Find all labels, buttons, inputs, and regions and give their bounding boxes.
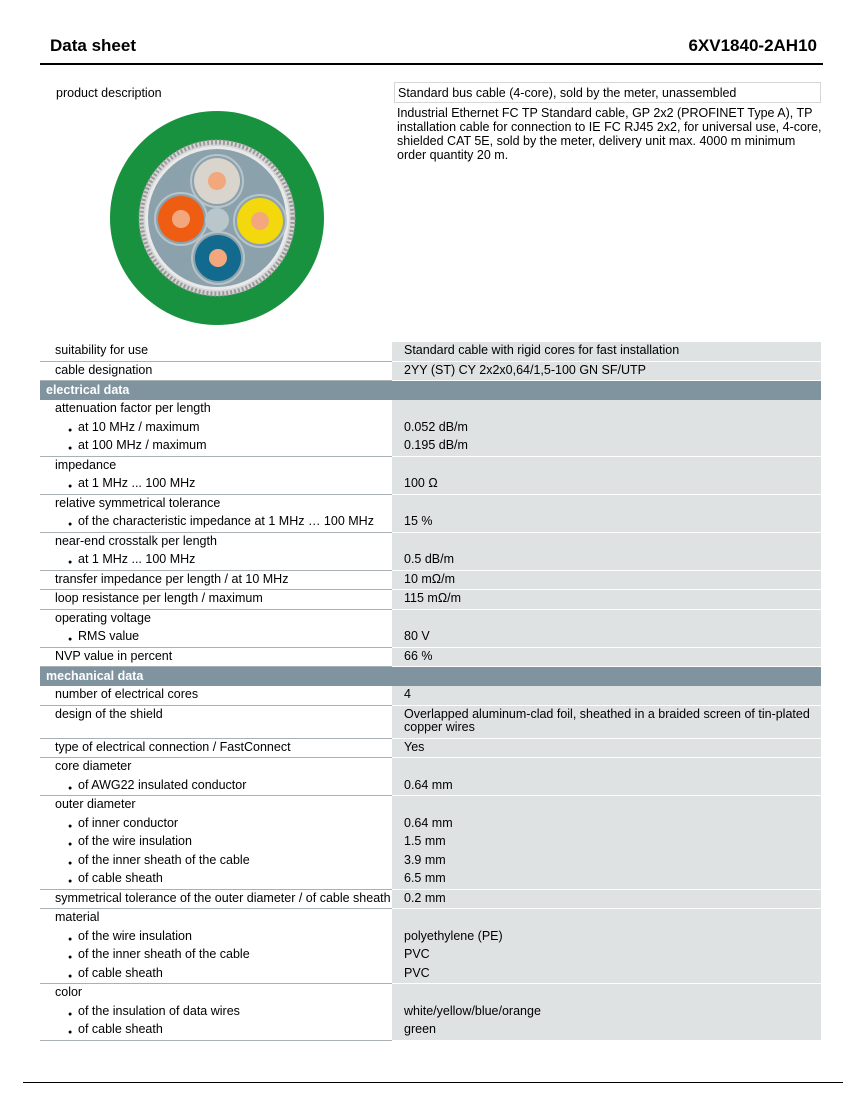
spec-row xyxy=(40,648,821,668)
spec-label: ● of cable sheath xyxy=(55,872,392,886)
spec-row xyxy=(40,815,821,834)
spec-row xyxy=(40,946,821,965)
spec-row xyxy=(40,475,821,495)
spec-value: 0.195 dB/m xyxy=(404,438,468,452)
spec-row xyxy=(40,571,821,591)
spec-group xyxy=(40,457,821,495)
spec-label: color xyxy=(55,985,83,999)
spec-value: Overlapped aluminum-clad foil, sheathed in a braided screen of tin-plated copper wires xyxy=(404,706,810,734)
spec-value: polyethylene (PE) xyxy=(404,928,503,943)
page-title: Data sheet xyxy=(50,36,136,55)
spec-value: Yes xyxy=(404,739,425,754)
spec-row xyxy=(40,1003,821,1022)
spec-value: 4 xyxy=(404,687,411,701)
spec-label: ● of the inner sheath of the cable xyxy=(55,854,392,868)
spec-value: Standard cable with rigid cores for fast installation xyxy=(404,343,680,357)
spec-label: ● of cable sheath xyxy=(55,967,392,981)
spec-row xyxy=(40,590,821,610)
spec-row xyxy=(40,551,821,571)
spec-row xyxy=(40,852,821,871)
spec-label: cable designation xyxy=(55,362,153,377)
spec-value: PVC xyxy=(404,965,430,980)
spec-value: 66 % xyxy=(404,648,433,663)
spec-group xyxy=(40,648,821,668)
spec-label: number of electrical cores xyxy=(55,687,199,701)
spec-label: ● of the wire insulation xyxy=(55,835,392,849)
spec-group xyxy=(40,571,821,591)
spec-label: ● at 1 MHz ... 100 MHz xyxy=(55,477,392,491)
spec-label: outer diameter xyxy=(55,797,136,811)
spec-label: ● at 10 MHz / maximum xyxy=(55,421,392,435)
spec-label: ● at 100 MHz / maximum xyxy=(55,439,392,453)
spec-row xyxy=(40,870,821,890)
spec-label: NVP value in percent xyxy=(55,648,173,663)
spec-label: core diameter xyxy=(55,759,132,773)
spec-group xyxy=(40,362,821,382)
spec-label: suitability for use xyxy=(55,343,149,357)
product-long-description: Industrial Ethernet FC TP Standard cable, GP 2x2 (PROFINET Type A), TP installation cable for connection to IE FC RJ45 2x2, for universal use, 4-core, shielded CAT 5E, sold by the meter, delivery unit max. 4000 m minimum order quantity 20 m. xyxy=(397,106,822,162)
spec-row xyxy=(40,400,821,419)
spec-row xyxy=(40,739,821,759)
spec-label: symmetrical tolerance of the outer diameter / of cable sheath xyxy=(55,890,391,905)
spec-group xyxy=(40,739,821,759)
section-header: mechanical data xyxy=(40,667,821,686)
cable-cross-section-image xyxy=(108,108,328,330)
spec-row xyxy=(40,686,821,706)
spec-row xyxy=(40,342,821,362)
spec-label: attenuation factor per length xyxy=(55,401,211,415)
spec-value: 80 V xyxy=(404,629,430,643)
spec-row xyxy=(40,796,821,815)
spec-label: ● of the insulation of data wires xyxy=(55,1005,392,1019)
spec-row xyxy=(40,362,821,382)
spec-label: ● of inner conductor xyxy=(55,817,392,831)
spec-row xyxy=(40,909,821,928)
spec-label: ● at 1 MHz ... 100 MHz xyxy=(55,553,392,567)
spec-group xyxy=(40,342,821,362)
product-short-description: Standard bus cable (4-core), sold by the meter, unassembled xyxy=(394,82,821,103)
spec-group xyxy=(40,533,821,571)
spec-row xyxy=(40,984,821,1003)
spec-row xyxy=(40,890,821,910)
spec-label: material xyxy=(55,910,100,924)
spec-group xyxy=(40,984,821,1041)
spec-group xyxy=(40,686,821,706)
spec-row xyxy=(40,457,821,476)
spec-label: ● of cable sheath xyxy=(55,1023,392,1037)
spec-group xyxy=(40,890,821,910)
spec-group xyxy=(40,400,821,457)
spec-value: 6.5 mm xyxy=(404,871,446,885)
spec-value: 0.052 dB/m xyxy=(404,419,468,434)
spec-group xyxy=(40,758,821,796)
spec-value: 15 % xyxy=(404,514,433,528)
spec-row xyxy=(40,495,821,514)
spec-row xyxy=(40,758,821,777)
spec-group xyxy=(40,909,821,984)
spec-label: transfer impedance per length / at 10 MHz xyxy=(55,571,289,586)
spec-row xyxy=(40,965,821,985)
spec-label: impedance xyxy=(55,457,117,472)
page-header xyxy=(40,33,823,63)
product-code: 6XV1840-2AH10 xyxy=(688,36,817,55)
spec-label: design of the shield xyxy=(55,706,163,721)
spec-row xyxy=(40,533,821,552)
spec-table xyxy=(40,342,821,1041)
spec-value: 115 mΩ/m xyxy=(404,591,462,605)
product-description-label: product description xyxy=(56,86,162,100)
spec-label: ● of the characteristic impedance at 1 MHz … 100 MHz xyxy=(55,515,392,529)
spec-label: ● RMS value xyxy=(55,630,392,644)
spec-label: ● of the wire insulation xyxy=(55,930,392,944)
spec-group xyxy=(40,590,821,610)
section-header: electrical data xyxy=(40,381,821,400)
spec-value: 100 Ω xyxy=(404,476,438,490)
spec-label: near-end crosstalk per length xyxy=(55,533,217,548)
footer-divider xyxy=(23,1082,843,1083)
header-divider xyxy=(40,63,823,65)
spec-value: 0.2 mm xyxy=(404,890,446,905)
spec-value: white/yellow/blue/orange xyxy=(404,1003,541,1018)
spec-row xyxy=(40,610,821,629)
spec-row xyxy=(40,928,821,947)
spec-value: 3.9 mm xyxy=(404,852,446,867)
spec-label: ● of AWG22 insulated conductor xyxy=(55,779,392,793)
spec-row xyxy=(40,419,821,438)
spec-row xyxy=(40,777,821,797)
spec-value: 0.64 mm xyxy=(404,777,453,792)
spec-group xyxy=(40,610,821,648)
spec-label: ● of the inner sheath of the cable xyxy=(55,948,392,962)
spec-value: PVC xyxy=(404,947,430,961)
spec-value: green xyxy=(404,1022,436,1036)
spec-row xyxy=(40,628,821,648)
spec-group xyxy=(40,706,821,739)
spec-row xyxy=(40,513,821,533)
spec-row xyxy=(40,833,821,852)
spec-label: operating voltage xyxy=(55,610,151,625)
spec-group xyxy=(40,796,821,890)
spec-value: 0.5 dB/m xyxy=(404,552,455,566)
spec-value: 2YY (ST) CY 2x2x0,64/1,5-100 GN SF/UTP xyxy=(404,362,646,377)
spec-row xyxy=(40,1021,821,1041)
spec-row xyxy=(40,437,821,457)
spec-value: 10 mΩ/m xyxy=(404,571,456,586)
spec-group xyxy=(40,495,821,533)
spec-label: loop resistance per length / maximum xyxy=(55,591,263,605)
spec-label: type of electrical connection / FastConnect xyxy=(55,739,291,754)
spec-value: 0.64 mm xyxy=(404,815,453,830)
spec-label: relative symmetrical tolerance xyxy=(55,495,221,510)
spec-value: 1.5 mm xyxy=(404,834,446,848)
spec-row xyxy=(40,706,821,739)
